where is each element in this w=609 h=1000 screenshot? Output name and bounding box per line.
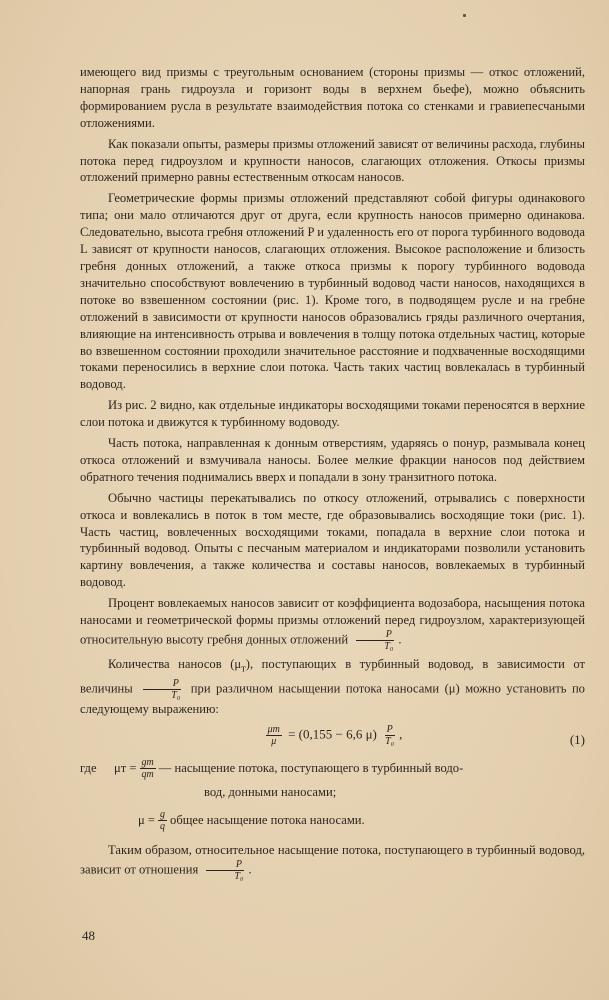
definition-continuation: вод, донными наносами; <box>204 785 337 800</box>
paragraph: Геометрические формы призмы отложений представляют собой фигуры одинакового типа; они мало отличаются друг от друга, если крупность наносов примерно одинакова. Следовательно, высота гребня отложений P и удаленность его от порога турбинного водовода L зависят от крупности наносов, слагающих отложения. Высокое расположение и близость гребня донных отложений, а также откоса призмы к порогу турбинного водовода значительно способствуют вовлечению в турбинный водовод части наносов, находящихся в потоке во взвешенном состоянии (рис. 1). Кроме того, в подводящем русле и на гребне отложений в зависимости от крупности наносов образовались гряды различного очертания, влияющие на интенсивность отрыва и вовлечения в толщу потока отдельных частиц, которые во взвешенном состоянии проходили значительное расстояние и подхваченные восходящими токами переносились в верхние слои потока. Часть таких частиц вовлекалась в турбинный водовод. <box>80 191 585 392</box>
fraction-p-over-t0: $\frac{P}{\text{T₀}}$ <box>204 859 245 882</box>
paragraph: Количества наносов $(\mu_т)$, поступающих в турбинный водовод, в зависимости от величины $\frac{P}{\text{T₀}}$ при различном насыщении потока наносами (μ) можно установить по следующему выражению: <box>80 657 585 717</box>
page-body <box>80 64 585 886</box>
fraction-gt-over-qt: $\frac{gт}{qт}$ <box>141 757 154 781</box>
paragraph: Таким образом, относительное насыщение потока, поступающего в турбинный водовод, зависит от отношения $\frac{P}{\text{T₀}}$ . <box>80 843 585 883</box>
equation-1: $\frac{\mu т}{\mu}$ = (0,155 − 6,6 μ) $\frac{P}{\text{T₀}}$ , (1) <box>267 724 585 748</box>
fraction-p-over-t0: $\frac{P}{\text{T₀}}$ <box>354 629 395 652</box>
paragraph-text: Процент вовлекаемых наносов зависит от коэффициента водозабора, насыщения потока наносами и геометрической формы призмы отложений перед гидроузлом, характеризующей относительную высоту гребня донных отложений <box>80 596 585 647</box>
paragraph: Часть потока, направленная к донным отверстиям, ударяясь о понур, размывала конец откоса отложений и взмучивала наносы. Более мелкие фракции наносов под действием обратного течения поднимались вверх и попадали в зону транзитного потока. <box>80 436 585 484</box>
fraction-p-over-t0: $\frac{P}{\text{T₀}}$ <box>385 724 395 748</box>
paragraph: Процент вовлекаемых наносов зависит от коэффициента водозабора, насыщения потока наносами и геометрической формы призмы отложений перед гидроузлом, характеризующей относительную высоту гребня донных отложений $\frac{P}{\text{T₀}}$ . <box>80 596 585 652</box>
paragraph: Как показали опыты, размеры призмы отложений зависят от величины расхода, глубины потока перед гидроузлом и крупности наносов, слагающих отложения. Откосы призмы отложений примерно равны естественным откосам наносов. <box>80 136 585 185</box>
paragraph: имеющего вид призмы с треугольным основанием (стороны призмы — откос отложений, напорная грань гидроузла и горизонт воды в верхнем бьефе), можно объяснить формированием русла в результате взаимодействия потока со стенками и гравиепесчаными отложениями. <box>80 65 585 130</box>
definition-mu: μ = $\frac{g}{q}$ общее насыщение потока наносами. <box>138 809 365 833</box>
fraction-g-over-q: $\frac{g}{q}$ <box>160 809 166 833</box>
equation-number: (1) <box>569 732 585 748</box>
paragraph: Из рис. 2 видно, как отдельные индикаторы восходящими токами переносятся в верхние слои потока и движутся к турбинному водоводу. <box>80 398 585 430</box>
definitions <box>80 757 585 832</box>
fraction-mut-over-mu: $\frac{\mu т}{\mu}$ <box>267 724 280 748</box>
paragraph: Обычно частицы перекатывались по откосу отложений, отрывались с поверхности откоса и вовлекались в поток в том месте, где образовывались восходящие токи (рис. 1). Часть частиц, вовлеченных восходящими токами, попадала в верхние слои потока и турбинный водовод. Опыты с песчаным материалом и индикаторами позволили установить картину вовлечения, а также количества и составы наносов, вовлекаемых в турбинный водовод. <box>80 490 585 590</box>
fraction-p-over-t0: $\frac{P}{\text{T₀}}$ <box>141 678 182 701</box>
page-number: 48 <box>82 928 95 943</box>
top-speck <box>463 14 466 17</box>
definition-mu-t: где μт = $\frac{gт}{qт}$ — насыщение потока, поступающего в турбинный водо- <box>80 757 464 781</box>
